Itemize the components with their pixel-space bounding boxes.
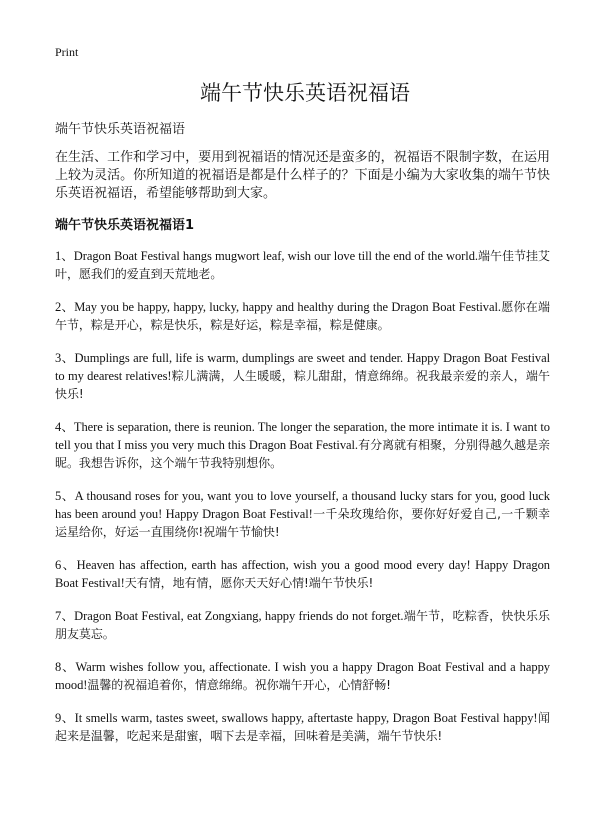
wish-item-4 (55, 418, 550, 472)
wish-english: 7、Dragon Boat Festival, eat Zongxiang, happy friends do not forget. (55, 609, 404, 623)
print-link[interactable]: Print (55, 45, 79, 59)
wish-chinese: 一千朵玫瑰给你，要你好好爱自己,一千颗幸运星给你，好运一直围绕你!祝端午节愉快! (55, 507, 550, 539)
section-heading: 端午节快乐英语祝福语1 (55, 218, 195, 233)
wish-chinese: 天有情，地有情，愿你天天好心情!端午节快乐! (124, 576, 374, 590)
wish-english: 8、Warm wishes follow you, affectionate. I wish you a happy Dragon Boat Festival and a happy mood! (55, 660, 550, 692)
intro-paragraph: 在生活、工作和学习中，要用到祝福语的情况还是蛮多的，祝福语不限制字数，在运用上较为灵活。你所知道的祝福语是都是什么样子的？下面是小编为大家收集的端午节快乐英语祝福语，希望能够帮助到大家。 (55, 150, 550, 201)
wish-chinese: 端午节，吃粽香，快快乐乐朋友莫忘。 (55, 609, 550, 641)
wish-chinese: 温馨的祝福追着你，情意绵绵。祝你端午开心，心情舒畅! (87, 678, 391, 692)
wish-english: 6、Heaven has affection, earth has affection, wish you a good mood every day! Happy Dragon Boat Festival! (55, 558, 550, 590)
wish-english: 3、Dumplings are full, life is warm, dumplings are sweet and tender. Happy Dragon Boat Festival to my dearest relatives! (55, 351, 550, 383)
document-subtitle: 端午节快乐英语祝福语 (55, 122, 186, 137)
wish-english: 4、There is separation, there is reunion. The longer the separation, the more intimate it is. I want to tell you that I miss you very much this Dragon Boat Festival. (55, 420, 550, 452)
wish-chinese: 端午佳节挂艾叶，愿我们的爱直到天荒地老。 (55, 249, 550, 281)
wish-chinese: 愿你在端午节，粽是开心，粽是快乐，粽是好运，粽是幸福，粽是健康。 (55, 300, 550, 332)
wish-english: 9、It smells warm, tastes sweet, swallows happy, aftertaste happy, Dragon Boat Festival happy! (55, 711, 538, 725)
wish-english: 5、A thousand roses for you, want you to love yourself, a thousand lucky stars for you, good luck has been around you! Happy Dragon Boat Festival! (55, 489, 550, 521)
wish-item-5 (55, 487, 550, 541)
wish-item-9 (55, 709, 550, 745)
wish-english: 2、May you be happy, happy, lucky, happy and healthy during the Dragon Boat Festival. (55, 300, 501, 314)
wish-item-7 (55, 607, 550, 643)
wish-item-1 (55, 247, 550, 283)
wish-item-6 (55, 556, 550, 592)
wish-item-8 (55, 658, 550, 694)
wish-chinese: 粽儿满满，人生暖暖，粽儿甜甜，情意绵绵。祝我最亲爱的亲人，端午快乐! (55, 369, 550, 401)
page-title: 端午节快乐英语祝福语 (200, 81, 410, 105)
wish-chinese: 有分离就有相聚，分别得越久越是亲昵。我想告诉你，这个端午节我特别想你。 (55, 438, 551, 470)
wish-english: 1、Dragon Boat Festival hangs mugwort leaf, wish our love till the end of the world. (55, 249, 478, 263)
wish-list (55, 247, 550, 745)
wish-item-3 (55, 349, 550, 403)
wish-chinese: 闻起来是温馨，吃起来是甜蜜，咽下去是幸福，回味着是美满，端午节快乐! (55, 711, 550, 743)
wish-item-2 (55, 298, 550, 334)
